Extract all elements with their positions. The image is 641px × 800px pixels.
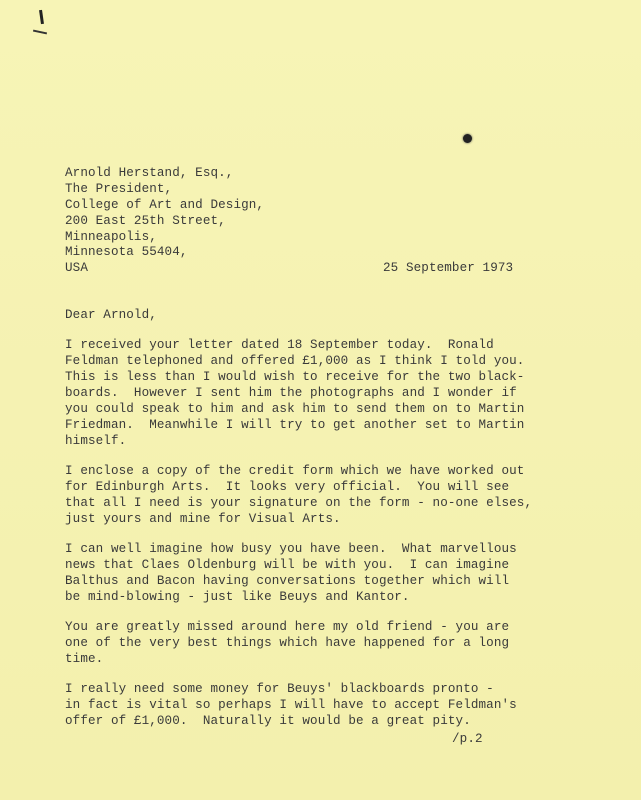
body-line: you could speak to him and ask him to send them on to Martin: [65, 402, 525, 416]
address-line: USA: [65, 261, 88, 275]
body-line: one of the very best things which have happened for a long: [65, 636, 510, 650]
body-line: I enclose a copy of the credit form which we have worked out: [65, 464, 525, 478]
salutation: Dear Arnold,: [65, 308, 157, 322]
page-marker: /p.2: [452, 732, 483, 746]
body-line: This is less than I would wish to receive for the two black-: [65, 370, 525, 384]
body-line: in fact is vital so perhaps I will have to accept Feldman's: [65, 698, 517, 712]
body-line: Feldman telephoned and offered £1,000 as I think I told you.: [65, 354, 525, 368]
body-line: that all I need is your signature on the form - no-one elses,: [65, 496, 533, 510]
body-line: be mind-blowing - just like Beuys and Kantor.: [65, 590, 410, 604]
body-line: himself.: [65, 434, 127, 448]
body-line: I received your letter dated 18 September today. Ronald: [65, 338, 494, 352]
body-line: for Edinburgh Arts. It looks very official. You will see: [65, 480, 510, 494]
letter-date: 25 September 1973: [383, 261, 514, 275]
address-line: Arnold Herstand, Esq.,: [65, 166, 234, 180]
address-line: College of Art and Design,: [65, 198, 265, 212]
pencil-mark: [39, 10, 44, 24]
address-line: 200 East 25th Street,: [65, 214, 226, 228]
body-line: just yours and mine for Visual Arts.: [65, 512, 341, 526]
body-line: offer of £1,000. Naturally it would be a great pity.: [65, 714, 471, 728]
body-line: boards. However I sent him the photographs and I wonder if: [65, 386, 517, 400]
body-line: Balthus and Bacon having conversations together which will: [65, 574, 510, 588]
ink-blot: [463, 134, 472, 143]
address-line: The President,: [65, 182, 173, 196]
body-line: You are greatly missed around here my old friend - you are: [65, 620, 510, 634]
body-line: news that Claes Oldenburg will be with you. I can imagine: [65, 558, 510, 572]
pencil-mark: [33, 30, 47, 35]
body-line: time.: [65, 652, 104, 666]
body-line: I really need some money for Beuys' blackboards pronto -: [65, 682, 494, 696]
address-line: Minneapolis,: [65, 230, 157, 244]
address-line: Minnesota 55404,: [65, 245, 188, 259]
body-line: I can well imagine how busy you have been. What marvellous: [65, 542, 517, 556]
body-line: Friedman. Meanwhile I will try to get another set to Martin: [65, 418, 525, 432]
